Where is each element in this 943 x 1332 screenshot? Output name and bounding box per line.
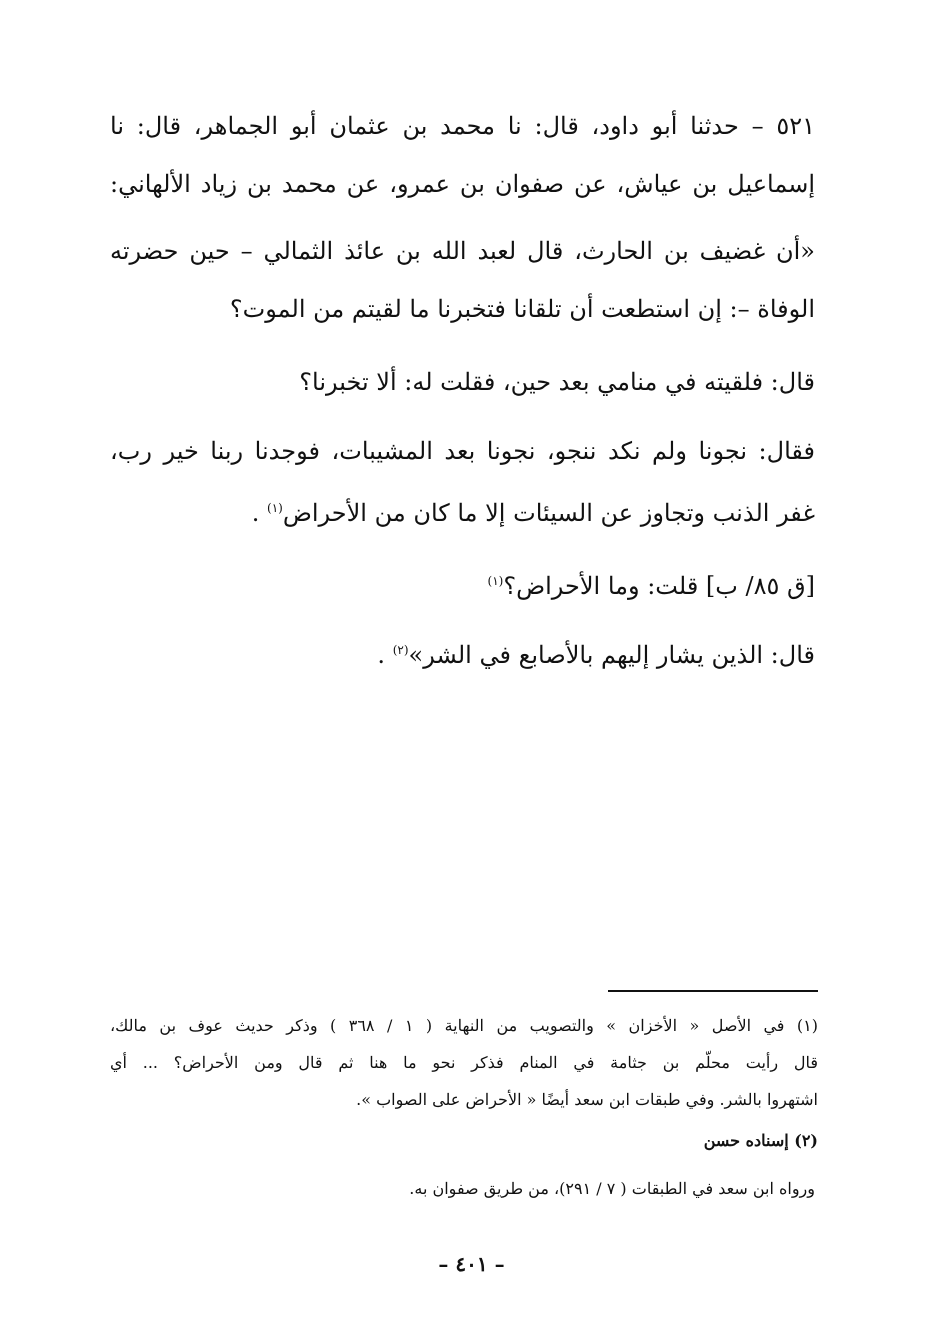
footnote-2-title: إسناده حسن [703, 1131, 789, 1150]
text-line-6: فقال: نجونا ولم نكد ننجو، نجونا بعد المشيبات، فوجدنا ربنا خير رب، [110, 437, 815, 465]
text-line-3: «أن غضيف بن الحارث، قال لعبد الله بن عائذ الثمالي – حين حضرته [110, 237, 815, 265]
text-line-7-body: غفر الذنب وتجاوز عن السيئات إلا ما كان من الأحراض [282, 499, 815, 527]
page-number: – ٤٠١ – [438, 1252, 505, 1276]
text-line-7 [110, 490, 815, 531]
footnote-1-line-3: اشتهروا بالشر. وفي طبقات ابن سعد أيضًا « الأحراض على الصواب ». [356, 1090, 818, 1109]
text-line-8-body: [ق ٨٥/ ب] قلت: وما الأحراض؟ [503, 572, 815, 600]
text-line-8 [110, 563, 815, 604]
text-line-2: إسماعيل بن عياش، عن صفوان بن عمرو، عن محمد بن زياد الألهاني: [110, 170, 816, 198]
footnote-marker-1b: (١) [487, 574, 504, 588]
footnote-2-label: (٢) [794, 1131, 818, 1150]
text-line-9-body: قال: الذين يشار إليهم بالأصابع في الشر» [408, 641, 815, 669]
footnote-2-text: ورواه ابن سعد في الطبقات ( ٧ / ٢٩١)، من طريق صفوان به. [409, 1179, 815, 1198]
footnote-1-line-1: (١) في الأصل « الأخزان » والتصويب من النهاية ( ١ / ٣٦٨ ) وذكر حديث عوف بن مالك، [110, 1016, 818, 1035]
footnote-marker-1: (١) [267, 501, 283, 515]
text-line-1: ٥٢١ – حدثنا أبو داود، قال: نا محمد بن عثمان أبو الجماهر، قال: نا [110, 112, 815, 140]
footnote-separator [608, 990, 818, 992]
footnote-2-heading [110, 1128, 818, 1154]
text-line-7-end: . [251, 499, 267, 527]
footnote-marker-2: (٢) [392, 643, 409, 657]
footnote-1-line-2: قال رأيت محلّم بن جثامة في المنام فذكر نحو ما هنا ثم قال ومن الأحراض؟ ... أي [110, 1053, 818, 1072]
text-line-4: الوفاة –: إن استطعت أن تلقانا فتخبرنا ما لقيتم من الموت؟ [229, 295, 815, 323]
text-line-9-end: . [377, 641, 393, 669]
text-line-9 [110, 632, 815, 673]
text-line-5: قال: فلقيته في منامي بعد حين، فقلت له: ألا تخبرنا؟ [299, 368, 815, 396]
